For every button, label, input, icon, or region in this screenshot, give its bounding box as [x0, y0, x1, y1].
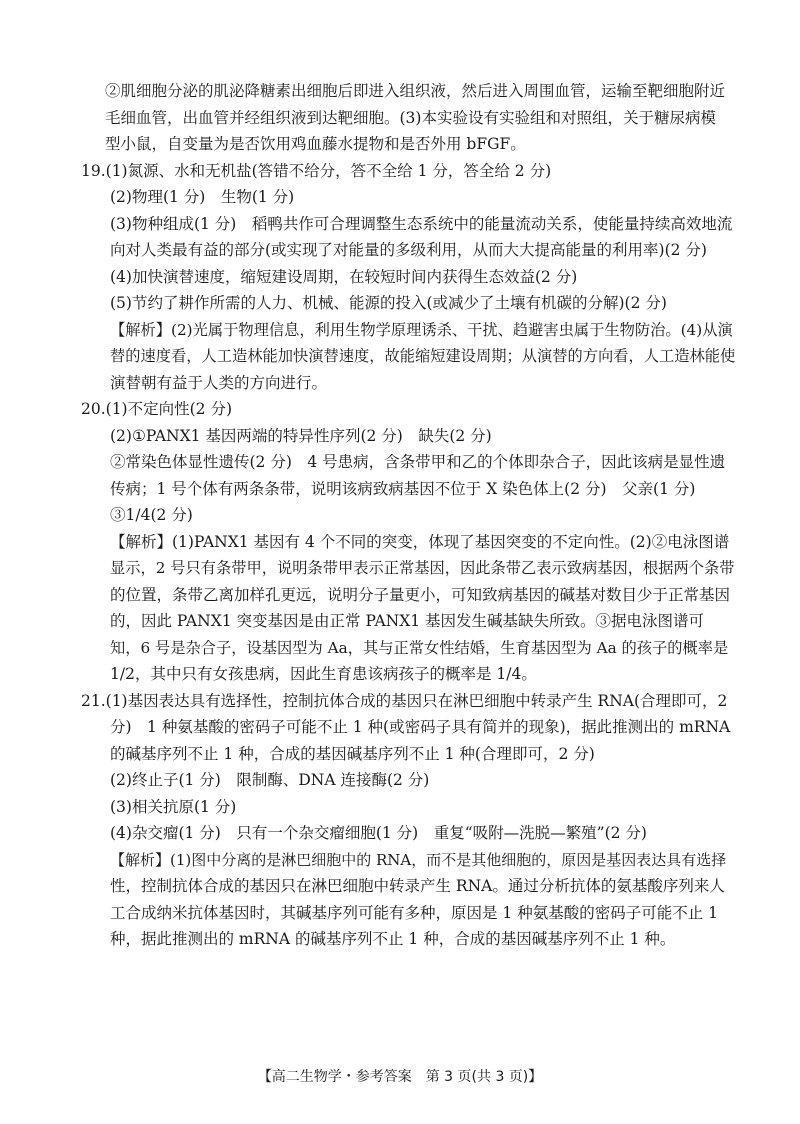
text-line: (4)加快演替速度，缩短建设周期，在较短时间内获得生态效益(2 分) — [110, 267, 578, 286]
text-line: 替的速度看，人工造林能加快演替速度，故能缩短建设周期；从演替的方向看，人工造林能使 — [110, 347, 735, 365]
text-line: (3)相关抗原(1 分) — [110, 797, 237, 816]
text-line: (4)杂交瘤(1 分) 只有一个杂交瘤细胞(1 分) 重复“吸附—洗脱—繁殖”(2 分) — [110, 824, 647, 842]
analysis-line: 【解析】(1)PANX1 基因有 4 个不同的突变，体现了基因突变的不定向性。(2)②电泳图谱 — [110, 532, 730, 551]
text-line: (2)①PANX1 基因两端的特异性序列(2 分) 缺失(2 分) — [110, 426, 492, 445]
text-line: (5)节约了耕作所需的人力、机械、能源的投入(或减少了土壤有机碳的分解)(2 分) — [110, 294, 667, 312]
text-line: ③1/4(2 分) — [110, 506, 193, 524]
text-line: 的，因此 PANX1 突变基因是由正常 PANX1 基因发生碱基缺失所致。③据电泳图谱可 — [110, 612, 705, 630]
text-line: ②常染色体显性遗传(2 分) 4 号患病，含条带甲和乙的个体即杂合子，因此该病是显性遗 — [110, 453, 726, 471]
question-21-line: 21.(1)基因表达具有选择性，控制抗体合成的基因只在淋巴细胞中转录产生 RNA(合理即可，2 — [81, 691, 728, 710]
analysis-line: 【解析】(1)图中分离的是淋巴细胞中的 RNA，而不是其他细胞的，原因是基因表达具有选择 — [110, 850, 727, 869]
text-line: 工合成纳米抗体基因时，其碱基序列可能有多种，原因是 1 种氨基酸的密码子可能不止 1 — [110, 903, 719, 922]
text-line: 向对人类最有益的部分(或实现了对能量的多级利用，从而大大提高能量的利用率)(2 分) — [110, 241, 707, 259]
text-line: 毛细血管，出血管并经组织液到达靶细胞。(3)本实验设有实验组和对照组，关于糖尿病模 — [105, 108, 716, 127]
text-line: 的碱基序列不止 1 种，合成的基因碱基序列不止 1 种(合理即可，2 分) — [110, 744, 595, 763]
text-line: 的位置，条带乙离加样孔更远，说明分子量更小，可知致病基因的碱基对数目少于正常基因 — [110, 585, 731, 604]
page-footer: 【高二生物学・参考答案 第 3 页(共 3 页)】 — [257, 1069, 543, 1085]
text-line: 演替朝有益于人类的方向进行。 — [110, 373, 328, 392]
answer-content — [81, 78, 735, 953]
text-line: (3)物种组成(1 分) 稻鸭共作可合理调整生态系统中的能量流动关系，使能量持续高效地流 — [110, 214, 733, 233]
question-19-line: 19.(1)氮源、水和无机盐(答错不给分，答不全给 1 分，答全给 2 分) — [81, 161, 552, 180]
analysis-line: 【解析】(2)光属于物理信息，利用生物学原理诱杀、干扰、趋避害虫属于生物防治。(4)从演 — [110, 320, 733, 339]
question-20-line: 20.(1)不定向性(2 分) — [81, 400, 232, 418]
text-line: 显示，2 号只有条带甲，说明条带甲表示正常基因，因此条带乙表示致病基因，根据两个条带 — [110, 559, 735, 577]
text-line: 知，6 号是杂合子，设基因型为 Aa，其与正常女性结婚，生育基因型为 Aa 的孩子的概率是 — [110, 638, 729, 657]
text-line: 性，控制抗体合成的基因只在淋巴细胞中转录产生 RNA。通过分析抗体的氨基酸序列来人 — [110, 877, 725, 895]
text-line: 分) 1 种氨基酸的密码子可能不止 1 种(或密码子具有简并的现象)，据此推测出的 mRNA — [110, 718, 731, 736]
text-line: 1/2，其中只有女孩患病，因此生育患该病孩子的概率是 1/4。 — [110, 665, 537, 683]
text-line: (2)终止子(1 分) 限制酶、DNA 连接酶(2 分) — [110, 771, 430, 789]
text-line: (2)物理(1 分) 生物(1 分) — [110, 188, 295, 206]
text-line: 传病；1 号个体有两条条带，说明该病致病基因不位于 X 染色体上(2 分) 父亲(1 分) — [110, 479, 696, 498]
text-line: ②肌细胞分泌的肌泌降糖素出细胞后即进入组织液，然后进入周围血管，运输至靶细胞附近 — [105, 82, 726, 100]
text-line: 种，据此推测出的 mRNA 的碱基序列不止 1 种，合成的基因碱基序列不止 1 种。 — [110, 930, 676, 948]
text-line: 型小鼠，自变量为是否饮用鸡血藤水提物和是否外用 bFGF。 — [105, 135, 526, 153]
